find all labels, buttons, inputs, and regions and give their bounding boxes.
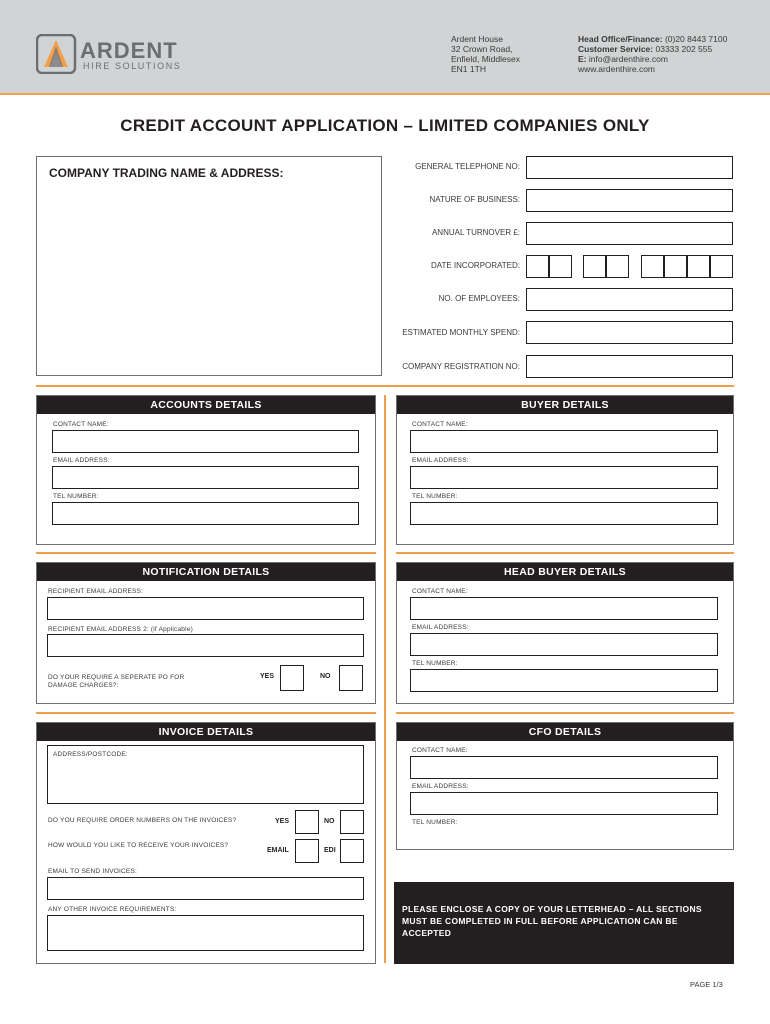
date-digit[interactable] bbox=[606, 255, 629, 278]
spend-field[interactable] bbox=[526, 321, 733, 344]
email-link[interactable]: info@ardenthire.com bbox=[588, 54, 668, 64]
address-line: Ardent House bbox=[451, 34, 503, 44]
accounts-tel-label: TEL NUMBER: bbox=[53, 493, 99, 500]
regno-field[interactable] bbox=[526, 355, 733, 378]
order-yes-label: YES bbox=[275, 818, 290, 825]
head-buyer-contact-label: CONTACT NAME: bbox=[412, 588, 468, 595]
receive-edi-checkbox[interactable] bbox=[340, 839, 364, 863]
notification-title: NOTIFICATION DETAILS bbox=[37, 563, 375, 581]
cfo-email-label: EMAIL ADDRESS: bbox=[412, 783, 469, 790]
accounts-title: ACCOUNTS DETAILS bbox=[37, 396, 375, 414]
date-digit[interactable] bbox=[549, 255, 572, 278]
section-divider bbox=[36, 552, 376, 554]
phone-label: GENERAL TELEPHONE NO: bbox=[415, 162, 520, 171]
address-line: Enfield, Middlesex bbox=[451, 54, 520, 64]
po-yes-label: YES bbox=[260, 673, 275, 680]
logo-subtext: HIRE SOLUTIONS bbox=[83, 61, 182, 71]
date-label: DATE INCORPORATED: bbox=[430, 261, 520, 270]
buyer-contact-label: CONTACT NAME: bbox=[412, 421, 468, 428]
recipient-email2-label: RECIPIENT EMAIL ADDRESS 2: (if Applicable) bbox=[48, 626, 193, 633]
receive-edi-label: EDI bbox=[324, 847, 336, 854]
nature-label: NATURE OF BUSINESS: bbox=[429, 195, 520, 204]
page-title: CREDIT ACCOUNT APPLICATION – LIMITED COMPANIES ONLY bbox=[120, 116, 650, 135]
recipient-email2-field[interactable] bbox=[47, 634, 364, 657]
po-no-label: NO bbox=[320, 673, 331, 680]
head-buyer-tel-field[interactable] bbox=[410, 669, 718, 692]
section-divider bbox=[396, 712, 734, 714]
section-divider bbox=[396, 552, 734, 554]
regno-label: COMPANY REGISTRATION NO: bbox=[402, 362, 520, 371]
page-number: PAGE 1/3 bbox=[690, 980, 723, 989]
order-numbers-label: DO YOU REQUIRE ORDER NUMBERS ON THE INVOICES? bbox=[48, 817, 237, 824]
invoice-address-label: ADDRESS/POSTCODE: bbox=[53, 751, 128, 758]
buyer-tel-field[interactable] bbox=[410, 502, 718, 525]
accounts-email-field[interactable] bbox=[52, 466, 359, 489]
employees-label: NO. OF EMPLOYEES: bbox=[438, 294, 520, 303]
buyer-email-label: EMAIL ADDRESS: bbox=[412, 457, 469, 464]
cfo-tel-label: TEL NUMBER: bbox=[412, 819, 458, 826]
head-office-phone: (0)20 8443 7100 bbox=[664, 34, 728, 44]
email-send-field[interactable] bbox=[47, 877, 364, 900]
section-divider bbox=[36, 385, 734, 387]
date-digit[interactable] bbox=[710, 255, 733, 278]
date-digit[interactable] bbox=[526, 255, 549, 278]
accounts-tel-field[interactable] bbox=[52, 502, 359, 525]
receive-email-checkbox[interactable] bbox=[295, 839, 319, 863]
ardent-logo bbox=[36, 34, 216, 74]
nature-field[interactable] bbox=[526, 189, 733, 212]
cfo-contact-label: CONTACT NAME: bbox=[412, 747, 468, 754]
column-divider bbox=[384, 395, 386, 963]
cfo-email-field[interactable] bbox=[410, 792, 718, 815]
customer-service-phone: 03333 202 555 bbox=[655, 44, 713, 54]
order-yes-checkbox[interactable] bbox=[295, 810, 319, 834]
buyer-email-field[interactable] bbox=[410, 466, 718, 489]
order-no-label: NO bbox=[324, 818, 335, 825]
phone-field[interactable] bbox=[526, 156, 733, 179]
company-label: COMPANY TRADING NAME & ADDRESS: bbox=[49, 166, 284, 180]
email-label: E: bbox=[578, 54, 587, 64]
email-send-label: EMAIL TO SEND INVOICES: bbox=[48, 868, 138, 875]
head-buyer-contact-field[interactable] bbox=[410, 597, 718, 620]
date-digit[interactable] bbox=[687, 255, 710, 278]
date-digit[interactable] bbox=[583, 255, 606, 278]
letterhead-notice: PLEASE ENCLOSE A COPY OF YOUR LETTERHEAD – ALL SECTIONS MUST BE COMPLETED IN FULL BEFORE APPLICATION CAN BE ACCEPTED bbox=[394, 882, 734, 964]
buyer-tel-label: TEL NUMBER: bbox=[412, 493, 458, 500]
head-buyer-email-label: EMAIL ADDRESS: bbox=[412, 624, 469, 631]
head-buyer-email-field[interactable] bbox=[410, 633, 718, 656]
recipient-email-label: RECIPIENT EMAIL ADDRESS: bbox=[48, 588, 144, 595]
recipient-email-field[interactable] bbox=[47, 597, 364, 620]
section-divider bbox=[36, 712, 376, 714]
other-requirements-field[interactable] bbox=[47, 915, 364, 951]
cfo-contact-field[interactable] bbox=[410, 756, 718, 779]
buyer-contact-field[interactable] bbox=[410, 430, 718, 453]
accounts-contact-label: CONTACT NAME: bbox=[53, 421, 109, 428]
accounts-contact-field[interactable] bbox=[52, 430, 359, 453]
head-office-label: Head Office/Finance: bbox=[578, 34, 663, 44]
po-question-label: DO YOUR REQUIRE A SEPERATE PO FOR bbox=[48, 674, 185, 681]
address-line: 32 Crown Road, bbox=[451, 44, 513, 54]
po-yes-checkbox[interactable] bbox=[280, 665, 304, 691]
cfo-title: CFO DETAILS bbox=[397, 723, 733, 741]
address-line: EN1 1TH bbox=[451, 64, 486, 74]
contact-info bbox=[578, 34, 727, 74]
date-digit[interactable] bbox=[641, 255, 664, 278]
website-link[interactable]: www.ardenthire.com bbox=[578, 64, 656, 74]
head-buyer-tel-label: TEL NUMBER: bbox=[412, 660, 458, 667]
spend-label: ESTIMATED MONTHLY SPEND: bbox=[402, 328, 520, 337]
order-no-checkbox[interactable] bbox=[340, 810, 364, 834]
head-buyer-title: HEAD BUYER DETAILS bbox=[397, 563, 733, 581]
accounts-email-label: EMAIL ADDRESS: bbox=[53, 457, 110, 464]
turnover-label: ANNUAL TURNOVER £: bbox=[431, 228, 520, 237]
employees-field[interactable] bbox=[526, 288, 733, 311]
invoice-title: INVOICE DETAILS bbox=[37, 723, 375, 741]
logo-wordmark: ARDENT bbox=[80, 38, 178, 63]
company-address bbox=[451, 34, 520, 74]
po-no-checkbox[interactable] bbox=[339, 665, 363, 691]
buyer-title: BUYER DETAILS bbox=[397, 396, 733, 414]
turnover-field[interactable] bbox=[526, 222, 733, 245]
customer-service-label: Customer Service: bbox=[578, 44, 654, 54]
po-question-label-2: DAMAGE CHARGES?: bbox=[48, 682, 119, 689]
date-digit[interactable] bbox=[664, 255, 687, 278]
other-requirements-label: ANY OTHER INVOICE REQUIREMENTS: bbox=[48, 906, 177, 913]
receive-method-label: HOW WOULD YOU LIKE TO RECEIVE YOUR INVOICES? bbox=[48, 842, 229, 849]
receive-email-label: EMAIL bbox=[267, 847, 289, 854]
